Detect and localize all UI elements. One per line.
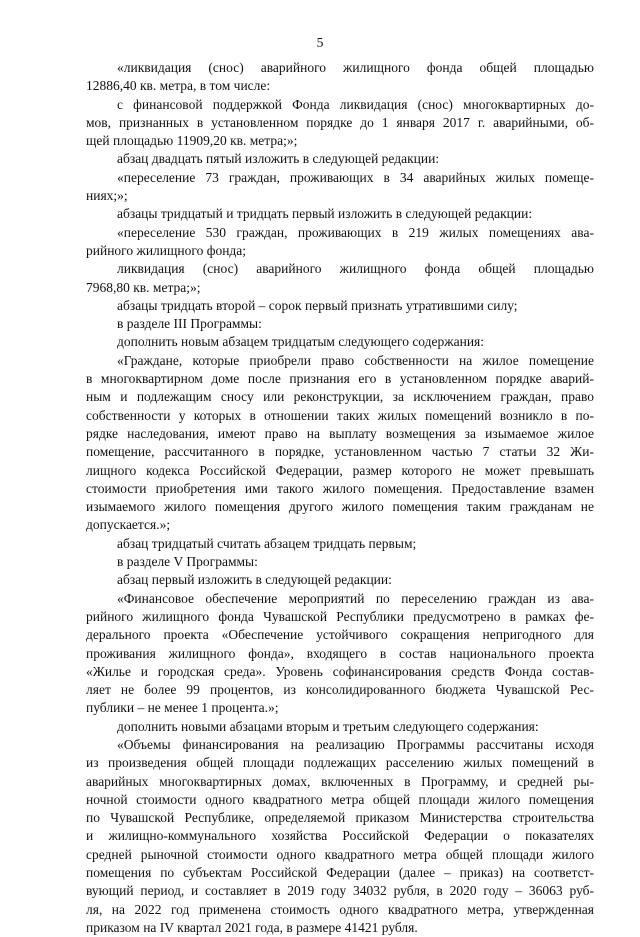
text-line: щей площадью 11909,20 кв. метра;»; [86, 133, 298, 149]
text-line: рядке наследования, имеют право на выплату возмещения за изымаемое жилое [86, 425, 594, 441]
text-line: проживания жилищного фонда», входящего в состав национального проекта [86, 645, 594, 661]
text-line: мов, признанных в установленном порядке до 1 января 2017 г. аварийными, об- [86, 114, 594, 130]
text-line: аварийных многоквартирных домах, включенных в Программу, и средней ры- [86, 773, 594, 789]
text-line: 7968,80 кв. метра;»; [86, 279, 201, 295]
text-line: абзацы тридцатый и тридцать первый изложить в следующей редакции: [117, 206, 533, 222]
text-line: в разделе III Программы: [117, 316, 262, 332]
text-line: с финансовой поддержкой Фонда ликвидация (снос) многоквартирных до- [117, 96, 594, 112]
document-body [86, 59, 594, 937]
text-line: в разделе V Программы: [117, 554, 258, 570]
text-line: изымаемого жилого помещения другого жилого помещения таким гражданам не [86, 499, 594, 515]
text-line: ляет не более 99 процентов, из консолидированного бюджета Чувашской Рес- [86, 682, 594, 698]
text-line: абзац тридцатый считать абзацем тридцать первым; [117, 535, 417, 551]
text-line: помещение, рассчитанного в порядке, установленном частью 7 статьи 32 Жи- [86, 444, 594, 460]
text-line: «Объемы финансирования на реализацию Программы рассчитаны исходя [117, 736, 594, 752]
text-line: вующий период, и составляет в 2019 году 34032 рубля, в 2020 году – 36063 руб- [86, 883, 594, 899]
text-line: абзацы тридцать второй – сорок первый признать утратившими силу; [117, 297, 518, 313]
text-line: «ликвидация (снос) аварийного жилищного фонда общей площадью [117, 60, 594, 75]
text-line: ля, на 2022 год применена стоимость одного квадратного метра, утвержденная [86, 901, 594, 917]
text-line: «Финансовое обеспечение мероприятий по переселению граждан из ава- [117, 590, 594, 606]
text-line: допускается.»; [86, 517, 171, 533]
text-line: дополнить новым абзацем тридцатым следующего содержания: [117, 334, 485, 350]
text-line: собственности у которых в отношении таких жилых помещений возникло в по- [86, 407, 594, 423]
text-line: рийного жилищного фонда Чувашской Республики предусмотрено в рамках фе- [86, 608, 594, 624]
text-line: 12886,40 кв. метра, в том числе: [86, 78, 271, 94]
text-line: ным и подлежащим сносу или реконструкции, за исключением граждан, право [86, 389, 594, 405]
text-line: и жилищно-коммунального хозяйства Российской Федерации о показателях [86, 828, 594, 844]
text-line: дерального проекта «Обеспечение устойчивого сокращения непригодного для [86, 627, 594, 643]
text-line: абзац двадцать пятый изложить в следующей редакции: [117, 151, 440, 167]
text-line: лищного кодекса Российской Федерации, размер которого не может превышать [86, 462, 594, 478]
text-line: публики – не менее 1 процента.»; [86, 700, 279, 716]
text-line: помещения по субъектам Российской Федерации (далее – приказ) на соответст- [86, 865, 594, 881]
text-line: дополнить новыми абзацами вторым и третьим следующего содержания: [117, 718, 539, 734]
page-number: 5 [316, 35, 324, 50]
text-line: ночной стоимости одного квадратного метра общей площади жилого помещения [86, 791, 594, 807]
text-line: «Жилье и городская среда». Уровень софинансирования средств Фонда состав- [86, 663, 594, 679]
text-line: по Чувашской Республике, определяемой приказом Министерства строительства [86, 810, 594, 826]
text-line: в многоквартирном доме после признания его в установленном порядке аварий- [86, 371, 594, 387]
text-line: рийного жилищного фонда; [86, 242, 247, 258]
text-line: средней рыночной стоимости одного квадратного метра общей площади жилого [86, 846, 594, 862]
text-line: приказом на IV квартал 2021 года, в размере 41421 рубля. [86, 919, 418, 935]
text-line: ниях;»; [86, 188, 128, 204]
text-line: ликвидация (снос) аварийного жилищного фонда общей площадью [117, 261, 594, 277]
text-line: «переселение 73 граждан, проживающих в 34 аварийных жилых помеще- [117, 169, 594, 185]
text-line: абзац первый изложить в следующей редакции: [117, 572, 392, 588]
text-line: из произведения общей площади подлежащих расселению жилых помещений в [86, 755, 594, 771]
text-line: «переселение 530 граждан, проживающих в 219 жилых помещениях ава- [117, 224, 594, 240]
text-line: «Граждане, которые приобрели право собственности на жилое помещение [117, 352, 594, 368]
text-line: стоимости приобретения ими такого жилого помещения. Предоставление взамен [86, 480, 594, 496]
